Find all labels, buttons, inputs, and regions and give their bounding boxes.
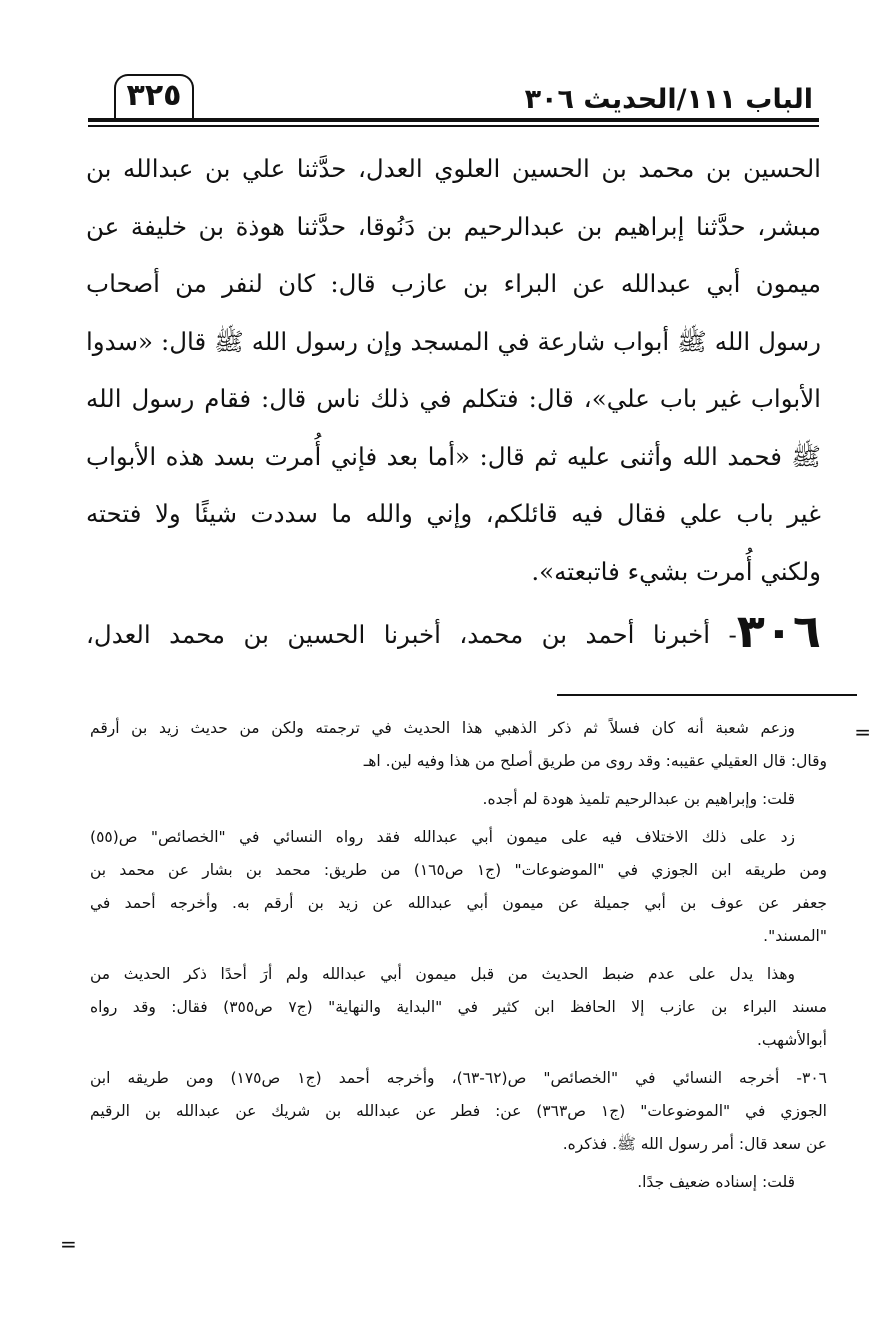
main-text-line: غير باب علي فقال فيه قائلكم، وإني والله ما سددت شيئًا ولا فتحته — [86, 499, 821, 528]
footnote-paragraph — [90, 958, 827, 1057]
main-text-line: الحسين بن محمد بن الحسين العلوي العدل، حدَّثنا علي بن عبدالله بن — [86, 154, 821, 183]
footnote-paragraph — [90, 712, 827, 778]
main-text-line: ميمون أبي عبدالله عن البراء بن عازب قال: كان لنفر من أصحاب — [86, 269, 821, 298]
footnote-line: وقال: قال العقيلي عقيبه: وقد روى من طريق أصلح من هذا وفيه لين. اهـ — [363, 752, 827, 770]
footnote-paragraph — [90, 783, 827, 816]
hadith-number: ٣٠٦ — [736, 604, 821, 658]
footnote-continuation-mark-bottom: = — [60, 1232, 77, 1256]
footnote-line: أبوالأشهب. — [756, 1031, 827, 1049]
main-text-line: مبشر، حدَّثنا إبراهيم بن عبدالرحيم بن دَنُوقا، حدَّثنا هوذة بن خليفة عن — [86, 211, 821, 241]
footnote-line: جعفر عن عوف بن أبي جميلة عن ميمون أبي عبدالله عن زيد بن أرقم به. وأخرجه أحمد في — [90, 894, 827, 912]
footnote-paragraph — [90, 1166, 827, 1199]
header-rule-thin — [88, 125, 819, 127]
footnote-line: ومن طريقه ابن الجوزي في "الموضوعات" (ج١ ص١٦٥) من طريق: محمد بن بشار عن محمد بن — [90, 861, 827, 879]
footnote-separator — [557, 694, 857, 696]
main-text-line: رسول الله ﷺ أبواب شارعة في المسجد وإن رسول الله ﷺ قال: «سدوا — [86, 326, 821, 356]
hadith-isnad-start: - أخبرنا أحمد بن محمد، أخبرنا الحسين بن محمد العدل، — [86, 620, 737, 649]
page-number-frame — [114, 74, 194, 118]
footnote-line: قلت: إسناده ضعيف جدًا. — [637, 1173, 795, 1191]
footnote-line: "المسند". — [763, 927, 827, 945]
main-text-line: ولكني أُمرت بشيء فاتبعته». — [531, 556, 821, 586]
header-rule-thick — [88, 118, 819, 122]
footnotes — [90, 712, 827, 1204]
footnote-line: مسند البراء بن عازب إلا الحافظ ابن كثير في "البداية والنهاية" (ج٧ ص٣٥٥) فقال: وقد رواه — [90, 998, 827, 1016]
page-number: ٣٢٥ — [126, 78, 182, 113]
main-text-line: ﷺ فحمد الله وأثنى عليه ثم قال: «أما بعد فإني أُمرت بسد هذه الأبواب — [86, 441, 821, 471]
page-header — [88, 78, 819, 126]
footnote-line: عن سعد قال: أمر رسول الله ﷺ. فذكره. — [562, 1135, 827, 1153]
footnote-continuation-mark-top: = — [854, 720, 871, 744]
hadith-opening-line — [86, 600, 821, 662]
footnote-line: قلت: وإبراهيم بن عبدالرحيم تلميذ هودة لم أجده. — [482, 790, 795, 808]
footnote-line: الجوزي في "الموضوعات" (ج١ ص٣٦٣) عن: فطر عن عبدالله بن شريك عن عبدالله بن الرقيم — [90, 1102, 827, 1120]
footnote-line: ٣٠٦- أخرجه النسائي في "الخصائص" ص(٦٢-٦٣)، وأخرجه أحمد (ج١ ص١٧٥) ومن طريقه ابن — [90, 1069, 827, 1087]
main-text — [86, 140, 821, 662]
footnote-paragraph-306 — [90, 1062, 827, 1161]
footnote-paragraph — [90, 821, 827, 953]
main-text-line: الأبواب غير باب علي»، قال: فتكلم في ذلك ناس قال: فقام رسول الله — [86, 384, 821, 413]
footnote-line: وهذا يدل على عدم ضبط الحديث من قبل ميمون أبي عبدالله ولم أرَ أحدًا ذكر الحديث من — [90, 965, 795, 983]
running-head: الباب ١١١/الحديث ٣٠٦ — [524, 84, 813, 115]
footnote-line: زد على ذلك الاختلاف فيه على ميمون أبي عبدالله فقد رواه النسائي في "الخصائص" ص(٥٥) — [90, 828, 795, 846]
footnote-line: وزعم شعبة أنه كان فسلاً ثم ذكر الذهبي هذا الحديث في ترجمته ولكن من حديث زيد بن أرقم — [90, 719, 795, 737]
